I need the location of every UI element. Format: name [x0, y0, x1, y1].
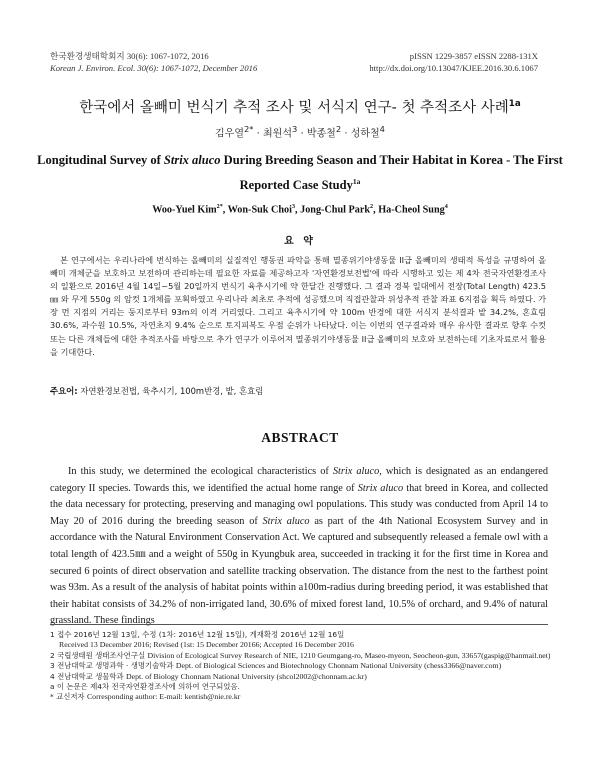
abstract-text-segment: In this study, we determined the ecological characteristics of — [68, 466, 333, 477]
author-kr: 최원석 — [263, 128, 292, 140]
abstract-english-heading: ABSTRACT — [261, 430, 339, 445]
keywords-korean — [50, 385, 546, 397]
author-kr-sup: 2* — [243, 124, 254, 134]
footnote-mark: * — [50, 692, 54, 702]
issn: pISSN 1229-3857 eISSN 2288-131X — [409, 51, 538, 61]
footnote-text-en: Dept. of Biological Sciences and Biotechnology Chonnam National University (chess3366@naver.com) — [175, 661, 502, 671]
footnote-text-kr: 접수 2016년 12월 13일, 수정 (1차: 2016년 12월 15일), 게재확정 2016년 12월 16일 — [57, 630, 345, 639]
abstract-text-segment: as part of the 4th National Ecosystem Survey and in accordance with the Natural Environment Conservation Act. We captured and subsequently released a female owl with a total length of 423.5㎜ and a weight of 550g in Kyungbuk area, succeeded in tracking it for the first time in Korea and secured 6 points of direct observation and satellite tracking observation. The distance from the nest to the farthest point was 93m. As a result of the analysis of habitat points within a100m-radius during breeding period, it was established that their habitat consists of 34.2% of non-irrigated land, 30.6% of mixed forest land, 10.5% of orchard, and 9.4% of natural grassland. These findings — [50, 515, 548, 627]
abstract-text-segment: which is designated as an endangered category II species. Towards this, we identified the actual home range of — [50, 466, 549, 494]
footnote-text-kr: 교신저자 — [56, 692, 85, 702]
footnote-text-kr: 전남대학교 생명과학 · 생명기술학과 — [57, 661, 174, 671]
journal-citation-kr: 한국환경생태학회지 30(6): 1067-1072, 2016 — [50, 51, 209, 61]
footnote-line — [50, 640, 550, 650]
author-en-sup: 3 — [291, 204, 296, 210]
author-en-sup: 4 — [444, 204, 448, 210]
footnote-line — [50, 672, 550, 682]
author-en: Jong-Chul Park — [300, 204, 371, 216]
footnote-mark: 1 — [50, 630, 55, 639]
title-english-sup: 1a — [352, 177, 361, 186]
author-kr-sup: 2 — [335, 124, 342, 134]
footnote-mark: 3 — [50, 661, 55, 671]
author-en: Ha-Cheol Sung — [378, 204, 445, 216]
author-kr-sup: 4 — [379, 124, 385, 134]
title-korean-text: 한국에서 올빼미 번식기 추적 조사 및 서식지 연구- 첫 추적조사 사례 — [79, 100, 509, 116]
abstract-korean-heading: 요 약 — [284, 236, 316, 247]
journal-citation-en: Korean J. Environ. Ecol. 30(6): 1067-1072, December 2016 — [50, 63, 258, 73]
title-english-part1: Longitudinal Survey of — [37, 153, 164, 167]
footnote-text-en: Received 13 December 2016; Revised (1st: 15 December 20166; Accepted 16 December 2016 — [59, 640, 354, 650]
title-korean-sup: 1a — [508, 99, 521, 110]
author-en-sup: 2 — [370, 204, 374, 210]
authors-korean: 김우열$^{2*}$ · 최원석$^3$ · 박종철$^2$ · 성하철$^4$ — [215, 124, 385, 140]
footnote-text-en: Dept. of Biology Chonnam National University (shcol2002@chonnam.ac.kr) — [126, 671, 367, 681]
author-en: Won-Suk Choi — [227, 204, 292, 216]
species-name: Strix aluco — [262, 515, 310, 527]
footnote-text-kr: 국립생태원 생태조사연구실 — [57, 650, 146, 660]
abstract-korean-text: 본 연구에서는 우리나라에 번식하는 올빼미의 실질적인 행동권 파악을 통해 멸종위기야생동물 II급 올빼미의 생태적 특성을 규명하여 올빼미 개체군을 보호하고 보전하며 관리하는데 필요한 자료를 제공하고자 '자연환경보전법'에 따라 시행하고 있는 제 4차 전국자연환경조사의 일환으로 2016년 4월 14일~5월 20일까지 번식기 육추시기에 약 한달간 진행했다. 그 결과 경북 일대에서 전장(Total Length) 423.5㎜ 와 무게 550g 의 암컷 1개체를 포획하였고 우리나라 최초로 추적에 성공했으며 직접관찰과 위성추적 관찰 좌표 6지점을 획득 하였다. 가장 먼 지점의 거리는 둥지로부터 93m의 이격 거리였다. 그리고 육추시기에 약 100m 반경에 대한 서식지 분석결과 밭 34.2%, 혼효림 30.6%, 과수원 10.5%, 자연초지 9.4% 순으로 토지피복도 우점 순위가 나타났다. 이는 이번의 연구결과와 매우 유사한 결과로 향후 수컷 또는 다른 개체들에 대한 추적조사를 바탕으로 추가 연구가 이루어져 멸종위기야생동물 II급 올빼미의 보호와 보전하는데 기초자료로서 활용을 기대한다. — [50, 255, 546, 357]
abstract-english-text — [50, 464, 548, 630]
author-kr: 성하철 — [350, 128, 380, 140]
doi-link[interactable]: http://dx.doi.org/10.13047/KJEE.2016.30.6.1067 — [369, 63, 538, 73]
title-english — [30, 150, 570, 196]
footnotes — [50, 630, 550, 703]
footnote-text-kr: 전남대학교 생물학과 — [57, 671, 124, 681]
author-kr: 박종철 — [306, 128, 336, 140]
footnote-line — [50, 630, 550, 640]
footnote-line — [50, 661, 550, 671]
footnote-text-kr: 이 논문은 제4차 전국자연환경조사에 의하여 연구되었음. — [56, 682, 240, 692]
abstract-text-segment: that breed in Korea, and collected the data necessary for protecting, preserving and managing owl populations. This study was conducted from April 14 to May 20 of 2016 during the breeding season of — [50, 482, 548, 527]
authors-english: Woo-Yuel Kim$^{2*}$, Won-Suk Choi$^3$, Jong-Chul Park$^2$, Ha-Cheol Sung$^4$ — [152, 204, 448, 216]
species-name: Strix aluco — [357, 482, 404, 494]
author-en: Woo-Yuel Kim — [152, 204, 217, 216]
footnote-line — [50, 682, 550, 692]
author-en-sup: 2* — [216, 204, 223, 210]
title-english-part2: During Breeding Season and Their Habitat in Korea - The First Reported Case Study — [220, 153, 563, 193]
species-name: Strix aluco, — [332, 466, 382, 477]
author-kr: 김우열 — [215, 128, 244, 140]
journal-citation — [50, 50, 257, 74]
author-kr-sup: 3 — [291, 124, 298, 134]
footnote-mark: 2 — [50, 650, 55, 660]
title-english-species: Strix aluco — [163, 153, 221, 167]
footnote-mark: 4 — [50, 671, 55, 681]
footnote-line — [50, 692, 550, 702]
footnote-text-en: Corresponding author: E-mail: kentish@nie.re.kr — [86, 692, 241, 702]
keywords-list: 자연환경보전법, 육추시기, 100m반경, 밭, 혼효림 — [80, 386, 264, 396]
journal-identifiers — [369, 50, 538, 74]
footnote-mark: a — [50, 682, 55, 692]
footnote-divider — [50, 624, 548, 625]
footnote-text-en: Division of Ecological Survey Research of NIE, 1210 Geumgang-ro, Maseo-myeon, Seocheon-gun, 33657(gaspig@hanmail.net) — [147, 650, 550, 660]
keywords-label: 주요어: — [50, 386, 78, 396]
title-korean — [0, 96, 600, 117]
footnote-line — [50, 651, 550, 661]
